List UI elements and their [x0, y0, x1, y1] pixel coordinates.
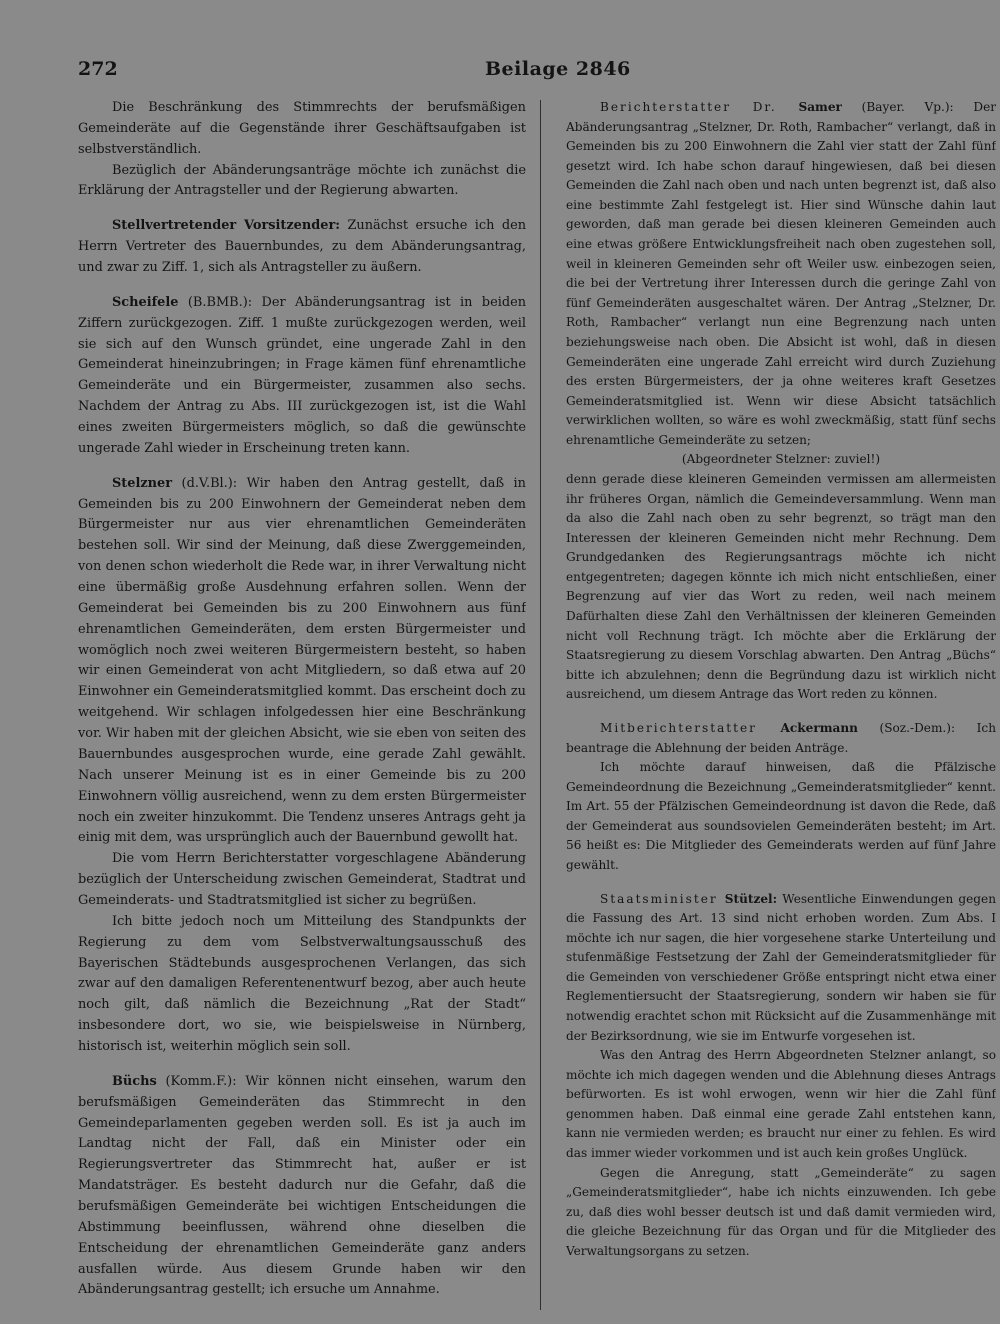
speech-text: Ich beantrage die Ablehnung der beiden Anträge. — [566, 720, 996, 755]
paragraph: Ich bitte jedoch noch um Mitteilung des Standpunkts der Regierung zu dem vom Selbstverwaltungsausschuß des Bayerischen Städtebunds ausgesprochenen Verlangen, das sich zwar auf den damaligen Referentenentwurf bezog, aber auch heute noch gilt, daß nämlich die Bezeichnung „Rat der Stadt“ insbesondere dort, wo sie, wie beispielsweise in Nürnberg, historisch ist, weiterhin möglich sein soll. — [78, 913, 526, 1054]
speaker-name: Stützel: — [724, 891, 778, 906]
paragraph: Ich möchte darauf hinweisen, daß die Pfälzische Gemeindeordnung die Bezeichnung „Gemeinderatsmitglieder“ kennt. Im Art. 55 der Pfälzischen Gemeindeordnung ist davon die Rede, daß der Gemeinderat aus soundsovielen Gemeinderäten besteht; im Art. 56 heißt es: Die Mitglieder des Gemeinderats werden auf fünf Jahre gewählt. — [566, 760, 996, 872]
speaker-name: Ackermann — [780, 720, 858, 735]
speech-text: Wesentliche Einwendungen gegen die Fassung des Art. 13 sind nicht erhoben worden. Zum Abs. I möchte ich nur sagen, die hier vorgesehene starke Unterteilung und stufenmäßige Festsetzung der Zahl der Gemeinderatsmitglieder für die Gemeinden von verschiedener Größe entspringt nicht etwa einer Reglementiersucht der Staatsregierung, sondern wir haben sie für notwendig erachtet schon mit Rücksicht auf die Zusammenhänge mit der Bezirksordnung, wie sie im Entwurfe vorgesehen ist. — [566, 891, 996, 1043]
speaker-name: Stellvertretender Vorsitzender: — [112, 218, 341, 234]
page-title: Beilage 2846 — [485, 58, 631, 80]
speaker-role: Mitberichterstatter — [600, 720, 781, 735]
speaker-name: Scheifele — [112, 294, 179, 310]
paragraph — [78, 293, 526, 460]
page-header — [78, 58, 998, 86]
paragraph — [566, 98, 996, 450]
paragraph — [566, 719, 996, 758]
paragraph: Die Beschränkung des Stimmrechts der berufsmäßigen Gemeinderäte auf die Gegenstände ihrer Geschäftsaufgaben ist selbstverständlich. — [78, 100, 526, 157]
party-label: (Soz.-Dem.): — [857, 720, 956, 735]
party-label: (Komm.F.): — [156, 1073, 237, 1089]
speech-text: Zunächst ersuche ich den Herrn Vertreter des Bauernbundes, zu dem Abänderungsantrag, und zwar zu Ziff. 1, sich als Antragsteller zu äußern. — [78, 218, 526, 276]
speaker-role: Staatsminister — [600, 891, 725, 906]
paragraph: Die vom Herrn Berichterstatter vorgeschlagene Abänderung bezüglich der Unterscheidung zwischen Gemeinderat, Stadtrat und Gemeinderats- und Stadtratsmitglied ist sicher zu begrüßen. — [78, 851, 526, 908]
speaker-name: Samer — [798, 100, 842, 114]
column-divider — [540, 100, 541, 1310]
speaker-name: Büchs — [112, 1073, 157, 1089]
speech-text: Wir haben den Antrag gestellt, daß in Gemeinden bis zu 200 Einwohnern der Gemeinderat neben dem Bürgermeister nur aus vier ehrenamtlichen Gemeinderäten bestehen soll. Wir sind der Meinung, daß diese Zwerggemeinden, von denen schon wiederholt die Rede war, in ihrer Verwaltung nicht eine übermäßig große Ausdehnung erfahren sollen. Wenn der Gemeinderat bei Gemeinden bis zu 200 Einwohnern aus fünf ehrenamtlichen Gemeinderäten, dem ersten Bürgermeister und womöglich noch zwei weiteren Bürgermeistern besteht, so haben wir einen Gemeinderat von acht Mitgliedern, so daß etwa auf 20 Einwohner ein Gemeinderatsmitglied kommt. Das erscheint doch zu weitgehend. Wir schlagen infolgedessen hier eine Beschränkung vor. Wir haben mit der gleichen Absicht, wie sie eben von seiten des Bauernbundes ausgesprochen wurde, eine gerade Zahl gewählt. Nach unserer Meinung ist es in einer Gemeinde bis zu 200 Einwohnern völlig ausreichend, wenn zu dem ersten Bürgermeister noch ein zweiter hinzukommt. Die Tendenz unseres Antrags geht ja einig mit dem, was ursprünglich auch der Bauernbund gewollt hat. — [78, 475, 526, 846]
party-label: (B.BMB.): — [178, 294, 253, 310]
paragraph — [78, 216, 526, 279]
paragraph: Gegen die Anregung, statt „Gemeinderäte“ zu sagen „Gemeinderatsmitglieder“, habe ich nichts einzuwenden. Ich gebe zu, daß dies wohl besser deutsch ist und daß damit vermieden wird, die gleiche Bezeichnung für das Organ und für die Mitglieder des Verwaltungsorgans zu setzen. — [566, 1165, 996, 1258]
page-number: 272 — [78, 58, 118, 80]
paragraph: Bezüglich der Abänderungsanträge möchte ich zunächst die Erklärung der Antragsteller und der Regierung abwarten. — [78, 162, 526, 199]
party-label: (d.V.Bl.): — [172, 475, 238, 491]
paragraph — [78, 474, 526, 849]
party-label: (Bayer. Vp.): — [841, 100, 954, 114]
interjection: (Abgeordneter Stelzner: zuviel!) — [681, 452, 881, 467]
paragraph — [566, 890, 996, 1047]
speech-text: Der Abänderungsantrag „Stelzner, Dr. Roth, Rambacher“ verlangt, daß in Gemeinden bis zu 200 Einwohnern die Zahl vier statt der Zahl fünf gesetzt wird. Ich habe schon darauf hingewiesen, daß bei diesen Gemeinden die Zahl nach oben und nach unten begrenzt ist, daß also eine bestimmte Zahl festgelegt ist. Hier sind Wünsche dahin laut geworden, daß man gerade bei diesen kleineren Gemeinden auch eine etwas größere Entwicklungsfreiheit nach oben zugestehen soll, weil in kleineren Gemeinden sehr oft Weiler usw. einbezogen seien, die bei der Vertretung ihrer Interessen durch die geringe Zahl von fünf Gemeinderäten ausgeschaltet wären. Der Antrag „Stelzner, Dr. Roth, Rambacher“ verlangt nun eine Begrenzung nach unten beziehungsweise nach oben. Die Absicht ist wohl, daß in diesen Gemeinderäten eine ungerade Zahl erreicht wird durch Zuziehung des ersten Bürgermeisters, der ja ohne weiteres kraft Gesetzes Gemeinderatsmitglied ist. Wenn wir diese Absicht tatsächlich verwirklichen wollten, so wäre es wohl zweckmäßig, statt fünf sechs ehrenamtliche Gemeinderäte zu setzen; — [566, 100, 996, 447]
speaker-name: Stelzner — [112, 475, 173, 491]
speech-text: Der Abänderungsantrag ist in beiden Ziffern zurückgezogen. Ziff. 1 mußte zurückgezogen werden, weil sie sich auf den Wunsch gründet, eine ungerade Zahl in den Gemeinderat hineinzubringen; in Frage kämen fünf ehrenamtliche Gemeinderäte und ein Bürgermeister, zusammen also sechs. Nachdem der Antrag zu Abs. III zurückgezogen ist, ist die Wahl eines zweiten Bürgermeisters möglich, so daß die gewünschte ungerade Zahl wieder in Erscheinung treten kann. — [78, 294, 526, 456]
paragraph — [78, 1072, 526, 1301]
paragraph: Was den Antrag des Herrn Abgeordneten Stelzner anlangt, so möchte ich mich dagegen wenden und die Ablehnung dieses Antrags befürworten. Es ist wohl erwogen, wenn wir hier die Zahl fünf genommen haben. Daß einmal eine gerade Zahl entstehen kann, kann nie vermieden werden; es braucht nur einer zu fehlen. Es wird das immer wieder vorkommen und ist auch kein großes Unglück. — [566, 1048, 996, 1161]
paragraph: denn gerade diese kleineren Gemeinden vermissen am allermeisten ihr früheres Organ, nämlich die Gemeindeversammlung. Wenn man da also die Zahl nach oben zu sehr begrenzt, so trägt man den Interessen der kleineren Gemeinden nicht mehr Rechnung. Dem Grundgedanken des Regierungsantrags möchte ich nicht entgegentreten; dagegen könnte ich mich nicht entschließen, einer Begrenzung auf vier das Wort zu reden, weil nach meinem Dafürhalten diese Zahl den Verhältnissen der kleineren Gemeinden nicht voll Rechnung trägt. Ich möchte aber die Erklärung der Staatsregierung zu diesem Vorschlag abwarten. Den Antrag „Büchs“ bitte ich abzulehnen; denn die Begründung dazu ist wirklich nicht ausreichend, um diesem Antrage das Wort reden zu können. — [566, 471, 996, 702]
speaker-role: Berichterstatter Dr. — [600, 100, 799, 114]
right-column — [566, 98, 996, 1313]
left-column — [78, 98, 526, 1313]
speech-text: Wir können nicht einsehen, warum den berufsmäßigen Gemeinderäten das Stimmrecht in den Gemeindeparlamenten gegeben werden soll. Es ist ja auch im Landtag nicht der Fall, daß ein Minister oder ein Regierungsvertreter das Stimmrecht hat, außer er ist Mandatsträger. Es besteht dadurch nur die Gefahr, daß die berufsmäßigen Gemeinderäte bei wichtigen Entscheidungen die Abstimmung beeinflussen, während ohne dieselben die Entscheidung der ehrenamtlichen Gemeinderäte ganz anders ausfallen würde. Aus diesem Grunde haben wir den Abänderungsantrag gestellt; ich ersuche um Annahme. — [78, 1073, 526, 1298]
